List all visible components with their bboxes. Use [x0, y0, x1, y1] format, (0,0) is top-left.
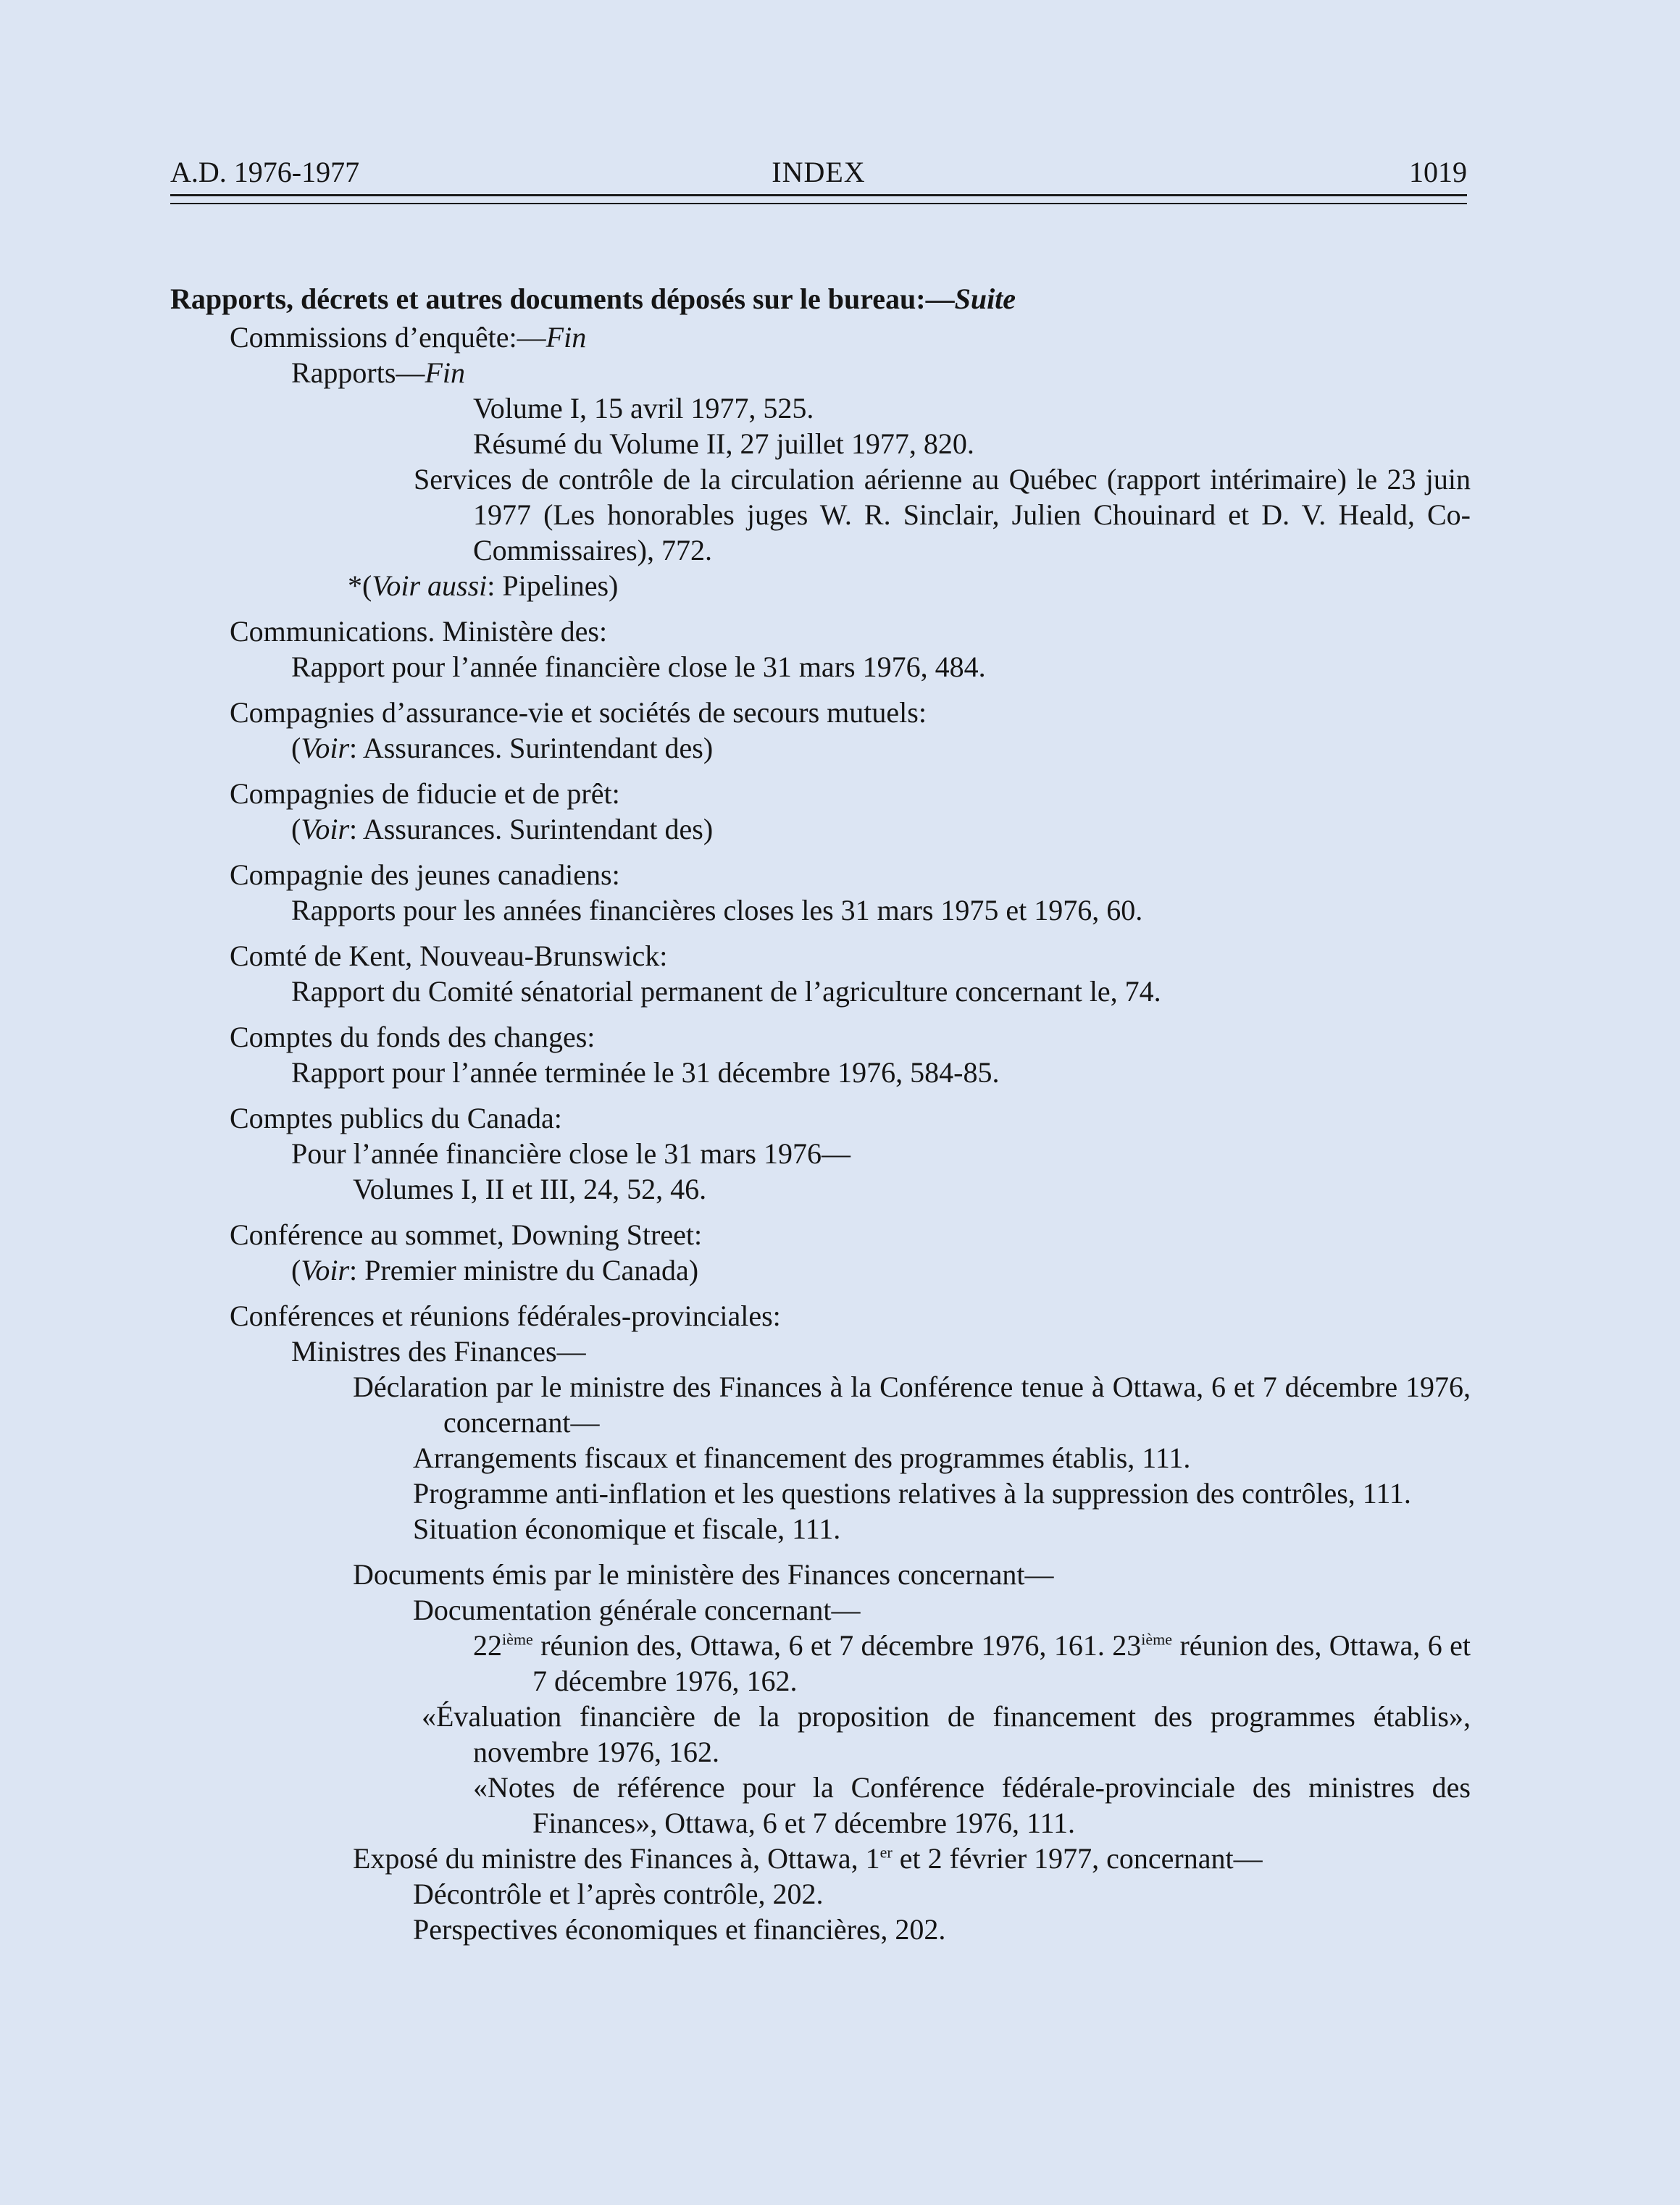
index-entry: Comté de Kent, Nouveau-Brunswick: — [230, 940, 668, 972]
cross-reference: (Voir: Assurances. Surintendant des) — [291, 732, 714, 764]
index-subentry: 22ième réunion des, Ottawa, 6 et 7 décembre 1976, 161. 23ième réunion des, Ottawa, 6 et 7 décembre 1976, 162. — [473, 1629, 1471, 1697]
index-subentry: Documentation générale concernant— — [413, 1594, 861, 1626]
header-rule-top — [170, 194, 1467, 196]
header-years: A.D. 1976-1977 — [170, 156, 360, 188]
index-body — [170, 281, 1471, 1947]
index-subentry: Volume I, 15 avril 1977, 525. — [473, 392, 814, 424]
index-subentry: Rapports—Fin — [291, 356, 465, 389]
index-entry: Compagnies de fiducie et de prêt: — [230, 777, 620, 810]
index-subentry: Pour l’année financière close le 31 mars 1976— — [291, 1137, 851, 1170]
index-subentry: Services de contrôle de la circulation aérienne au Québec (rapport intérimaire) le 23 juin 1977 (Les honorables juges W. R. Sinclair, Julien Chouinard et D. V. Heald, Co-Commissaires), 772. — [414, 463, 1471, 566]
section-heading: Rapports, décrets et autres documents déposés sur le bureau:—Suite — [170, 283, 1016, 315]
index-subentry: Exposé du ministre des Finances à, Ottawa, 1er et 2 février 1977, concernant— — [353, 1842, 1263, 1875]
header-rule-bottom — [170, 203, 1467, 204]
index-subentry: «Évaluation financière de la proposition de financement des programmes établis», novembre 1976, 162. — [422, 1700, 1471, 1768]
index-subentry: Situation économique et fiscale, 111. — [413, 1512, 841, 1545]
index-entry: Compagnies d’assurance-vie et sociétés de secours mutuels: — [230, 696, 927, 729]
index-entry: Comptes du fonds des changes: — [230, 1021, 595, 1053]
index-subentry: Programme anti-inflation et les questions relatives à la suppression des contrôles, 111. — [413, 1477, 1411, 1510]
index-entry: Communications. Ministère des: — [230, 615, 608, 648]
index-subentry: Résumé du Volume II, 27 juillet 1977, 820. — [473, 427, 974, 460]
page-number: 1019 — [1409, 156, 1467, 188]
index-subentry: Perspectives économiques et financières, 202. — [413, 1913, 946, 1946]
header-title: INDEX — [772, 156, 866, 188]
index-subentry: Déclaration par le ministre des Finances à la Conférence tenue à Ottawa, 6 et 7 décembre 1976, concernant— — [353, 1371, 1471, 1439]
cross-reference: *(Voir aussi: Pipelines) — [348, 569, 619, 602]
index-subentry: Documents émis par le ministère des Finances concernant— — [353, 1558, 1054, 1591]
index-subentry: Volumes I, II et III, 24, 52, 46. — [353, 1173, 707, 1205]
index-subentry: Rapport pour l’année terminée le 31 décembre 1976, 584-85. — [291, 1056, 1000, 1089]
index-subentry: Rapport pour l’année financière close le 31 mars 1976, 484. — [291, 650, 986, 683]
running-header — [170, 155, 1467, 191]
index-subentry: Décontrôle et l’après contrôle, 202. — [413, 1878, 824, 1910]
index-entry: Comptes publics du Canada: — [230, 1102, 562, 1134]
index-entry: Conférences et réunions fédérales-provinciales: — [230, 1300, 781, 1332]
index-entry: Compagnie des jeunes canadiens: — [230, 858, 620, 891]
cross-reference: (Voir: Premier ministre du Canada) — [291, 1254, 699, 1286]
index-entry: Conférence au sommet, Downing Street: — [230, 1218, 703, 1251]
index-subentry: Rapports pour les années financières closes les 31 mars 1975 et 1976, 60. — [291, 894, 1143, 926]
index-subentry: Ministres des Finances— — [291, 1335, 586, 1368]
cross-reference: (Voir: Assurances. Surintendant des) — [291, 813, 714, 845]
index-subentry: Rapport du Comité sénatorial permanent de l’agriculture concernant le, 74. — [291, 975, 1161, 1008]
index-subentry: «Notes de référence pour la Conférence fédérale-provinciale des ministres des Finances», Ottawa, 6 et 7 décembre 1976, 111. — [473, 1771, 1471, 1839]
index-subentry: Arrangements fiscaux et financement des programmes établis, 111. — [413, 1442, 1191, 1474]
index-entry: Commissions d’enquête:—Fin — [230, 321, 587, 353]
